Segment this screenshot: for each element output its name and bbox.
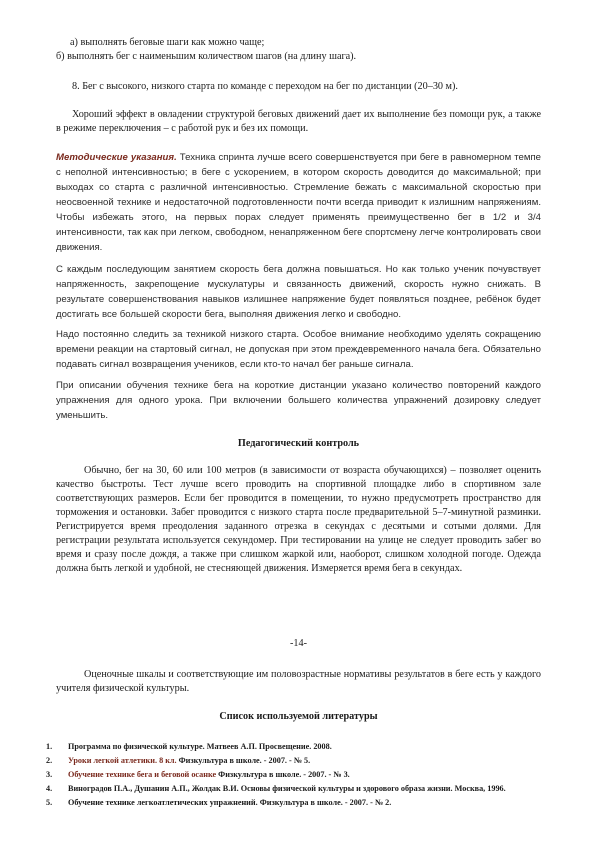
- references-list: [46, 741, 546, 811]
- reference-text: Программа по физической культуре. Матвеев А.П. Просвещение. 2008.: [68, 742, 332, 751]
- reference-number: 1.: [46, 742, 53, 751]
- methodical-paragraph: [56, 150, 541, 255]
- exercise-8: 8. Бег с высокого, низкого старта по команде с переходом на бег по дистанции (20–30 м).: [72, 81, 458, 92]
- reference-text: Обучение технике бега и беговой осанке Физкультура в школе. - 2007. - № 3.: [68, 770, 350, 779]
- speed-paragraph: С каждым последующим занятием скорость бега должна повышаться. Но как только ученик почувствует напряженность, закрепощение мускулатуры и связанность движений, скорость нужно снижать. В результате совершенствования навыков излишнее напряжение будет появляться позднее, ребёнок будет достигать все большей скорости бега, выполняя движения легко и свободно.: [56, 264, 541, 320]
- reference-number: 3.: [46, 770, 53, 779]
- page-number: -14-: [290, 638, 307, 649]
- reference-item: [46, 769, 546, 781]
- methodical-label: Методические указания.: [56, 152, 177, 163]
- effect-paragraph: Хороший эффект в овладении структурой беговых движений дает их выполнение без помощи рук, а также в режиме переключения – с работой рук и без их помощи.: [56, 109, 541, 134]
- reference-item: [46, 741, 546, 753]
- control-paragraph: Обычно, бег на 30, 60 или 100 метров (в зависимости от возраста обучающихся) – позволяет оценить качество быстроты. Тест лучше всего проводить на спортивной площадке либо в спортивном зале соответствующих размеров. Если бег проводится в помещении, то нужно предусмотреть пространство для торможения и остановки. Забег проводится с низкого старта после предварительной 5–7-минутной разминки. Регистрируется время преодоления заданного отрезка в секундах с десятыми и сотыми долями. Для регистрации результата используется секундомер. При тестировании на улице не следует проводить забег во время и сразу после дождя, а также при слишком жаркой или, наоборот, слишком холодной погоде. Одежда должна быть легкой и удобной, не стесняющей движения. Измеряется время бега в секундах.: [56, 465, 541, 574]
- references-heading: Список используемой литературы: [219, 711, 378, 722]
- reference-number: 2.: [46, 756, 53, 765]
- exercise-options: [56, 36, 541, 64]
- methodical-text: Техника спринта лучше всего совершенствуется при беге в равномерном темпе с неполной интенсивностью; в беге с ускорением, в котором скорость доводится до максимальной; при выходах со старта с различной интенсивностью. Стремление бежать с максимальной скоростью при неосвоенной технике и недостаточной подготовленности почти всегда приводит к излишним напряжениям. Чтобы избежать этого, на первых порах следует применять преимущественно бег в 1/2 и 3/4 интенсивности, так как при легком, свободном, ненапряженном беге спортсмену легче контролировать свои движения.: [56, 152, 541, 253]
- control-heading: Педагогический контроль: [237, 438, 360, 449]
- repetition-paragraph: При описании обучения технике бега на короткие дистанции указано количество повторений каждого упражнения для одного урока. При включении большего количества упражнений дозировку следует уменьшить.: [56, 380, 541, 421]
- reference-item: [46, 783, 546, 795]
- reference-text: Виноградов П.А., Душанин А.П., Жолдак В.И. Основы физической культуры и здорового образа жизни. Москва, 1996.: [68, 784, 506, 793]
- start-paragraph: Надо постоянно следить за техникой низкого старта. Особое внимание необходимо уделять сокращению времени реакции на стартовый сигнал, не допуская при этом преждевременного начала бега. Обязательно подавать сигнал возвращения учеников, если кто-то начал бег раньше сигнала.: [56, 329, 541, 370]
- exercise-option-a: а) выполнять беговые шаги как можно чаще;: [70, 37, 265, 48]
- scales-paragraph: Оценочные шкалы и соответствующие им половозрастные нормативы результатов в беге есть у каждого учителя физической культуры.: [56, 669, 541, 694]
- reference-item: [46, 755, 546, 767]
- reference-item: [46, 797, 546, 809]
- reference-number: 5.: [46, 798, 53, 807]
- exercise-option-b: б) выполнять бег с наименьшим количеством шагов (на длину шага).: [56, 51, 357, 62]
- reference-number: 4.: [46, 784, 53, 793]
- reference-text: Уроки легкой атлетики. 8 кл. Физкультура в школе. - 2007. - № 5.: [68, 756, 311, 765]
- reference-text: Обучение технике легкоатлетических упражнений. Физкультура в школе. - 2007. - № 2.: [68, 798, 392, 807]
